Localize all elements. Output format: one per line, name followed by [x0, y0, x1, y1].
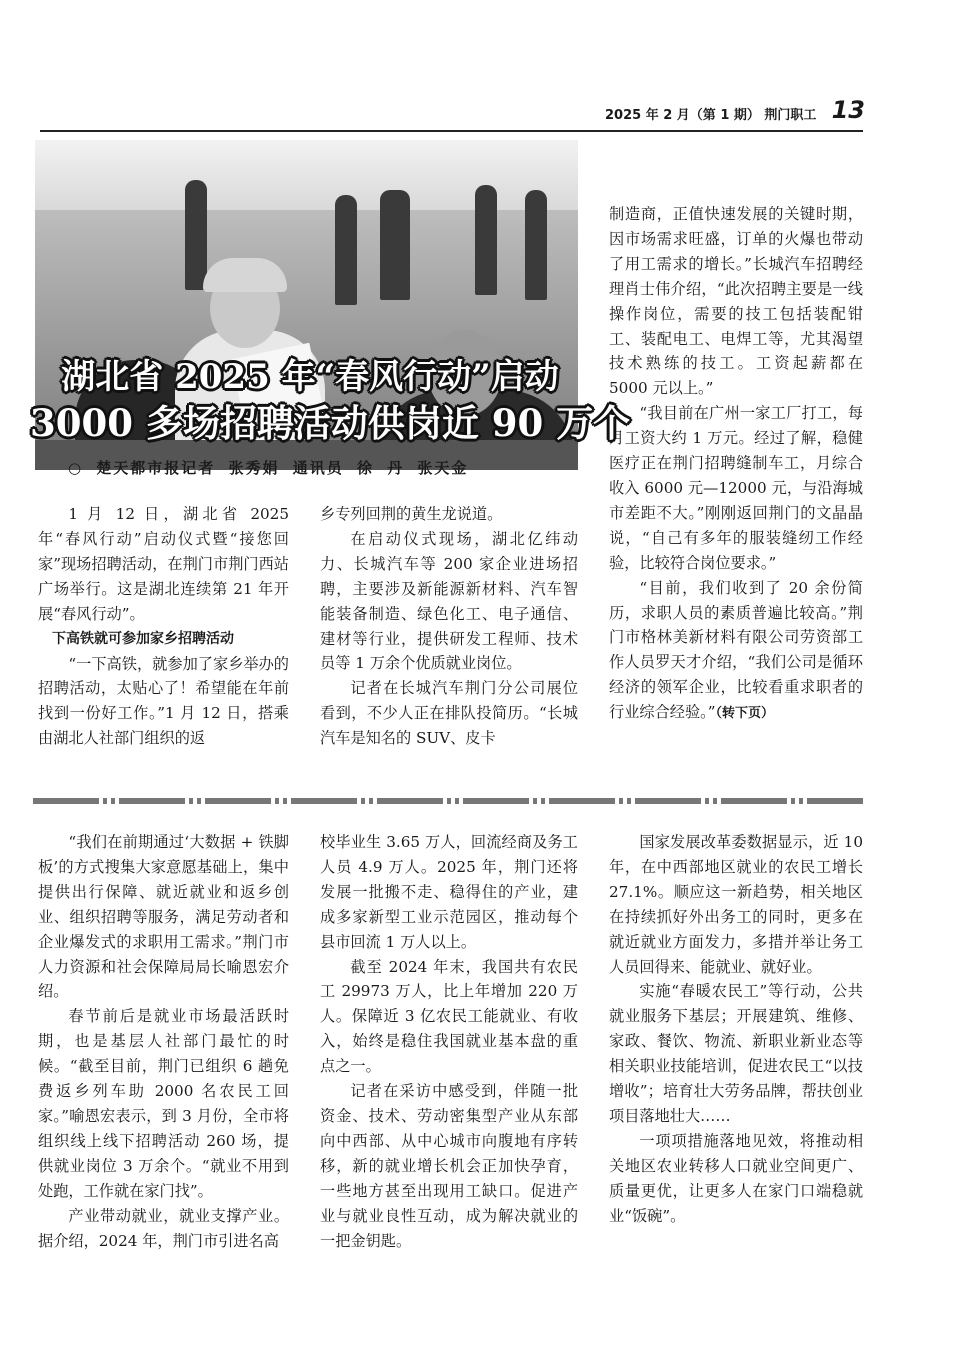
paragraph: 国家发展改革委数据显示，近 10 年，在中西部地区就业的农民工增长 27.1%。顺应这一新趋势，相关地区在持续抓好外出务工的同时，更多在就近就业方面发力，多措并举让务工人员回得来、能就业、就好业。	[609, 833, 863, 976]
paragraph: 在启动仪式现场，湖北亿纬动力、长城汽车等 200 家企业进场招聘，主要涉及新能源新材料、汽车智能装备制造、绿色化工、电子通信、建材等行业，提供研发工程师、技术员等 1 万余个优质就业岗位。	[320, 529, 578, 673]
bottom-column-2	[320, 830, 578, 1253]
paragraph: 实施“春暖农民工”等行动，公共就业服务下基层；开展建筑、维修、家政、餐饮、物流、新职业新业态等相关职业技能培训，促进农民工“以技增收”；培育壮大劳务品牌，帮扶创业项目落地壮大……	[609, 982, 863, 1125]
paragraph: 校毕业生 3.65 万人，回流经商及务工人员 4.9 万人。2025 年，荆门还将发展一批搬不走、稳得住的产业，建成多家新型工业示范园区，推动每个县市回流 1 万人以上。	[320, 833, 578, 951]
smiling-woman-hat	[203, 258, 287, 292]
paragraph	[609, 576, 863, 727]
paragraph: 制造商，正值快速发展的关键时期，因市场需求旺盛，订单的火爆也带动了用工需求的增长。”长城汽车招聘经理肖士伟介绍，“此次招聘主要是一线操作岗位，需要的技工包括装配钳工、装配电工、电焊工等，尤其渴望技术熟练的技工。工资起薪都在 5000 元以上。”	[609, 205, 863, 398]
section-divider	[33, 798, 863, 804]
top-column-2	[320, 502, 578, 751]
paragraph: 截至 2024 年末，我国共有农民工 29973 万人，比上年增加 220 万人。保障近 3 亿农民工能就业、有收入，始终是稳住我国就业基本盘的重点之一。	[320, 957, 578, 1076]
background-person	[380, 190, 410, 300]
continued-note: （转下页）	[715, 706, 774, 722]
background-person	[525, 190, 547, 300]
header-rule	[40, 130, 863, 132]
bottom-column-3	[609, 830, 863, 1229]
headline-line-1: 湖北省 2025 年“春风行动”启动	[61, 357, 559, 397]
paragraph: 春节前后是就业市场最活跃时期，也是基层人社部门最忙的时候。“截至目前，荆门已组织 6 趟免费返乡列车助 2000 名农民工回家。”喻恩宏表示，到 3 月份，全市将组织线上线下招聘活动 260 场，提供就业岗位 3 万余个。“就业不用到处跑，工作就在家门找”。	[38, 1007, 289, 1200]
background-person	[475, 185, 497, 295]
paragraph: 乡专列回荆的黄生龙说道。	[320, 505, 503, 523]
paragraph: “一下高铁，就参加了家乡举办的招聘活动，太贴心了！希望能在年前找到一份好工作。”1 月 12 日，搭乘由湖北人社部门组织的返	[38, 654, 289, 748]
issue-info: 2025 年 2 月（第 1 期） 荆门职工	[605, 108, 817, 123]
top-column-1	[38, 502, 289, 751]
page-number: 13	[831, 96, 865, 124]
paragraph: 一项项措施落地见效，将推动相关地区农业转移人口就业空间更广、质量更优，让更多人在家门口端稳就业“饭碗”。	[609, 1131, 863, 1225]
paragraph-text: “目前，我们收到了 20 余份简历，求职人员的素质普遍比较高。”荆门市格林美新材料有限公司劳资部工作人员罗天才介绍，“我们公司是循环经济的领军企业，比较看重求职者的行业综合经验。”	[609, 578, 863, 722]
subheading: 下高铁就可参加家乡招聘活动	[52, 630, 234, 647]
headline-line-2: 3000 多场招聘活动供岗近 90 万个	[30, 401, 631, 445]
headline	[30, 355, 631, 447]
background-person	[185, 180, 207, 290]
page-header	[605, 96, 865, 126]
background-person	[335, 195, 357, 305]
paragraph: “我们在前期通过‘大数据 + 铁脚板’的方式搜集大家意愿基础上，集中提供出行保障、就近就业和返乡创业、组织招聘等服务，满足劳动者和企业爆发式的求职用工需求。”荆门市人力资源和社会保障局局长喻恩宏介绍。	[38, 833, 289, 1001]
paragraph: 产业带动就业，就业支撑产业。据介绍，2024 年，荆门市引进名高	[38, 1206, 289, 1250]
paragraph: 1 月 12 日，湖北省 2025 年“春风行动”启动仪式暨“接您回家”现场招聘活动，在荆门市荆门西站广场举行。这是湖北连续第 21 年开展“春风行动”。	[38, 505, 289, 623]
paragraph: 记者在长城汽车荆门分公司展位看到，不少人正在排队投简历。“长城汽车是知名的 SUV、皮卡	[320, 679, 578, 748]
byline: ○ 楚天都市报记者 张秀娟 通讯员 徐 丹 张天金	[68, 459, 469, 477]
paragraph: 记者在采访中感受到，伴随一批资金、技术、劳动密集型产业从东部向中西部、从中心城市向腹地有序转移，新的就业增长机会正加快孕育，一些地方甚至出现用工缺口。促进产业与就业良性互动，成为解决就业的一把金钥匙。	[320, 1082, 578, 1250]
bottom-column-1	[38, 830, 289, 1253]
paragraph: “我目前在广州一家工厂打工，每月工资大约 1 万元。经过了解，稳健医疗正在荆门招聘缝制车工，月综合收入 6000 元—12000 元，与沿海城市差距不大。”刚刚返回荆门的文晶晶说，“自己有多年的服装缝纫工作经验，比较符合岗位要求。”	[609, 404, 863, 572]
top-column-3	[609, 202, 863, 727]
